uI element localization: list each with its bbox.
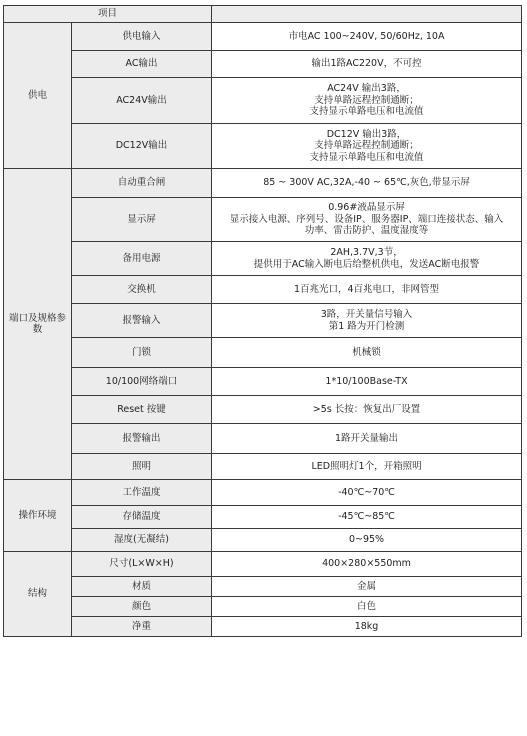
- header-value-cell: [212, 6, 522, 23]
- row-label-cell: 照明: [72, 454, 212, 480]
- value-line: 400×280×550mm: [322, 558, 411, 570]
- header-item-cell: 项目: [4, 6, 212, 23]
- row-label-cell: 材质: [72, 577, 212, 597]
- row-label-cell: 报警输入: [72, 304, 212, 338]
- spec-table-body: [4, 6, 522, 637]
- row-value-cell: [212, 51, 522, 78]
- table-row: [4, 506, 522, 529]
- value-line: 市电AC 100~240V, 50/60Hz, 10A: [288, 30, 445, 42]
- row-label-cell: 交换机: [72, 276, 212, 304]
- row-label-cell: 净重: [72, 617, 212, 637]
- row-value-cell: [212, 597, 522, 617]
- row-value-cell: [212, 454, 522, 480]
- table-row: [4, 368, 522, 396]
- group-name-cell: 端口及规格参数: [4, 169, 72, 480]
- row-label-cell: AC输出: [72, 51, 212, 78]
- row-label-cell: 报警输出: [72, 424, 212, 454]
- table-row: [4, 304, 522, 338]
- row-label-cell: 自动重合闸: [72, 169, 212, 198]
- row-value-cell: [212, 198, 522, 242]
- value-line: 输出1路AC220V，不可控: [311, 58, 422, 70]
- table-row: [4, 169, 522, 198]
- row-label-cell: DC12V输出: [72, 124, 212, 169]
- row-label-cell: 门锁: [72, 338, 212, 368]
- value-line: 白色: [357, 600, 377, 612]
- row-value-cell: [212, 424, 522, 454]
- row-label-cell: 湿度(无凝结): [72, 529, 212, 552]
- value-line: 支持单路远程控制通断；: [314, 94, 419, 106]
- row-label-cell: AC24V输出: [72, 78, 212, 124]
- value-line: 金属: [357, 580, 377, 592]
- value-line: 机械锁: [352, 346, 381, 358]
- table-row: [4, 617, 522, 637]
- row-value-cell: [212, 506, 522, 529]
- value-line: LED照明灯1个，开箱照明: [311, 460, 422, 472]
- value-line: 提供用于AC输入断电后给整机供电，发送AC断电报警: [253, 258, 480, 270]
- value-line: -45℃~85℃: [338, 511, 395, 523]
- row-value-cell: [212, 304, 522, 338]
- value-line: 1*10/100Base-TX: [325, 375, 408, 387]
- row-label-cell: 尺寸(L×W×H): [72, 552, 212, 577]
- value-line: 支持显示单路电压和电流值: [309, 106, 424, 118]
- table-row: [4, 198, 522, 242]
- row-value-cell: [212, 242, 522, 276]
- row-value-cell: [212, 480, 522, 506]
- row-label-cell: 显示屏: [72, 198, 212, 242]
- row-value-cell: [212, 169, 522, 198]
- row-value-cell: [212, 124, 522, 169]
- value-line: 0~95%: [348, 534, 385, 546]
- row-value-cell: [212, 23, 522, 51]
- group-name-cell: 供电: [4, 23, 72, 169]
- table-row: [4, 338, 522, 368]
- value-line: 支持单路远程控制通断；: [314, 140, 419, 152]
- row-label-cell: 存储温度: [72, 506, 212, 529]
- value-line: 18kg: [354, 620, 379, 632]
- row-value-cell: [212, 368, 522, 396]
- row-value-cell: [212, 396, 522, 424]
- row-value-cell: [212, 529, 522, 552]
- row-label-cell: 10/100网络端口: [72, 368, 212, 396]
- value-line: >5s 长按：恢复出厂设置: [312, 403, 421, 415]
- row-label-cell: 供电输入: [72, 23, 212, 51]
- value-line: 85 ~ 300V AC,32A,-40 ~ 65℃,灰色,带显示屏: [263, 177, 470, 189]
- table-row: [4, 276, 522, 304]
- value-line: 支持显示单路电压和电流值: [309, 151, 424, 163]
- row-label-cell: Reset 按键: [72, 396, 212, 424]
- table-row: [4, 577, 522, 597]
- group-name-cell: 结构: [4, 552, 72, 637]
- table-row: [4, 396, 522, 424]
- spec-table: [3, 5, 522, 637]
- value-line: 显示接入电源、序列号、设备IP、服务器IP、端口连接状态、输入: [229, 213, 504, 225]
- row-value-cell: [212, 552, 522, 577]
- table-header-row: [4, 6, 522, 23]
- table-row: [4, 124, 522, 169]
- row-value-cell: [212, 338, 522, 368]
- table-row: [4, 552, 522, 577]
- value-line: 0.96#液晶显示屏: [328, 202, 405, 214]
- row-label-cell: 备用电源: [72, 242, 212, 276]
- table-row: [4, 424, 522, 454]
- row-label-cell: 颜色: [72, 597, 212, 617]
- value-line: AC24V 输出3路，: [327, 83, 406, 95]
- table-row: [4, 242, 522, 276]
- value-line: 2AH,3.7V,3节，: [330, 247, 403, 258]
- table-row: [4, 480, 522, 506]
- row-value-cell: [212, 617, 522, 637]
- value-line: 第1 路为开门检测: [328, 320, 405, 332]
- value-line: DC12V 输出3路，: [326, 128, 407, 140]
- table-row: [4, 454, 522, 480]
- value-line: 功率、雷击防护、温度湿度等: [304, 225, 429, 237]
- table-row: [4, 23, 522, 51]
- value-line: -40℃~70℃: [338, 486, 395, 498]
- row-value-cell: [212, 276, 522, 304]
- group-name-cell: 操作环境: [4, 480, 72, 552]
- row-label-cell: 工作温度: [72, 480, 212, 506]
- table-row: [4, 51, 522, 78]
- row-value-cell: [212, 577, 522, 597]
- value-line: 3路，开关量信号输入: [320, 309, 413, 320]
- table-row: [4, 78, 522, 124]
- table-row: [4, 529, 522, 552]
- row-value-cell: [212, 78, 522, 124]
- table-row: [4, 597, 522, 617]
- value-line: 1路开关量输出: [334, 432, 399, 444]
- value-line: 1百兆光口，4百兆电口，非网管型: [293, 283, 440, 295]
